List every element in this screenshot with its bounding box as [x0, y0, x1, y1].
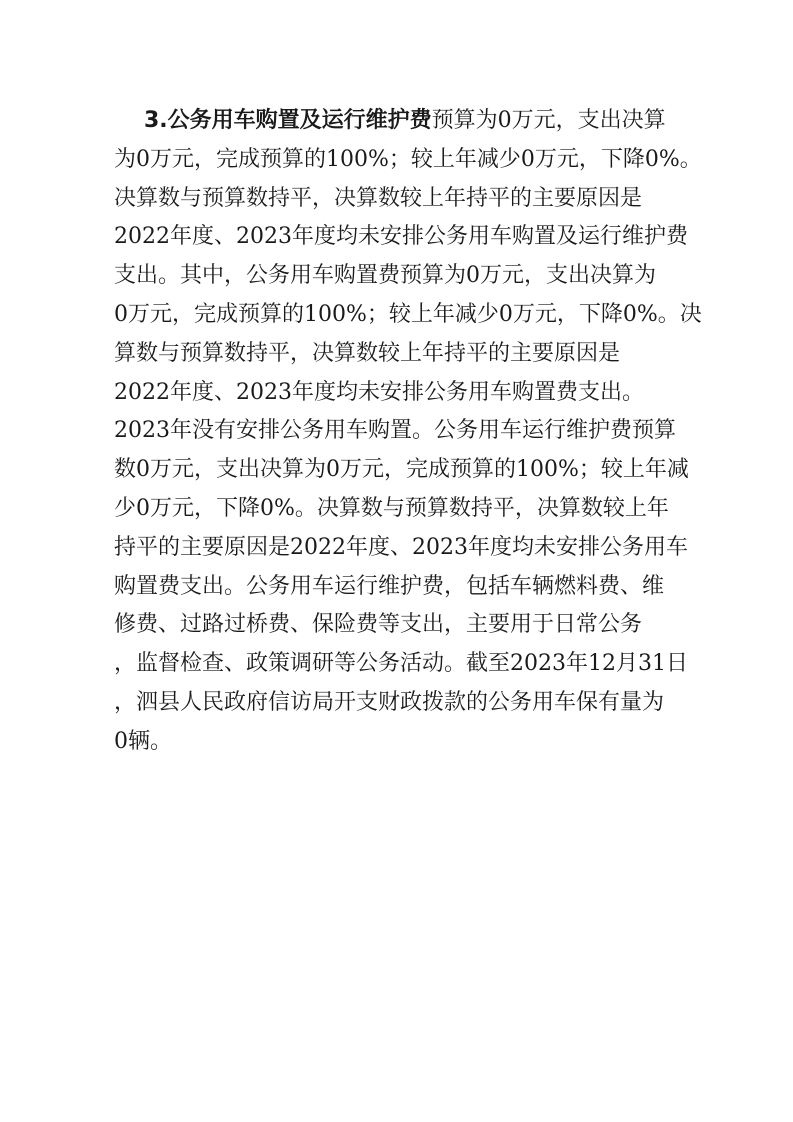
- paragraph-line: 0万元，完成预算的100%；较上年减少0万元，下降0%。决: [114, 301, 702, 327]
- paragraph-line: ，泗县人民政府信访局开支财政拨款的公务用车保有量为: [114, 689, 665, 715]
- paragraph-line: 数0万元，支出决算为0万元，完成预算的100%；较上年减: [114, 457, 689, 483]
- paragraph-line: 支出。其中，公务用车购置费预算为0万元，支出决算为: [114, 263, 656, 289]
- paragraph-line: 修费、过路过桥费、保险费等支出，主要用于日常公务: [114, 612, 643, 638]
- paragraph-line: 少0万元，下降0%。决算数与预算数持平，决算数较上年: [114, 495, 669, 521]
- paragraph-line: 决算数与预算数持平，决算数较上年持平的主要原因是: [114, 185, 643, 211]
- paragraph-line: 2023年没有安排公务用车购置。公务用车运行维护费预算: [114, 418, 676, 444]
- paragraph-line: 算数与预算数持平，决算数较上年持平的主要原因是: [114, 340, 621, 366]
- paragraph-line: 持平的主要原因是2022年度、2023年度均未安排公务用车: [114, 534, 688, 560]
- paragraph-line-text: 预算为0万元，支出决算: [431, 108, 666, 133]
- paragraph-line: 为0万元，完成预算的100%；较上年减少0万元，下降0%。: [114, 146, 702, 172]
- paragraph-line: 购置费支出。公务用车运行维护费，包括车辆燃料费、维: [114, 573, 665, 599]
- paragraph-line: [114, 102, 694, 141]
- paragraph-line: 0辆。: [114, 728, 172, 754]
- paragraph-line: 2022年度、2023年度均未安排公务用车购置费支出。: [114, 379, 644, 405]
- section-heading: 3.公务用车购置及运行维护费: [144, 108, 432, 133]
- paragraph-line: ，监督检查、政策调研等公务活动。截至2023年12月31日: [114, 651, 688, 677]
- body-paragraph: [114, 102, 702, 762]
- paragraph-line: 2022年度、2023年度均未安排公务用车购置及运行维护费: [114, 224, 688, 250]
